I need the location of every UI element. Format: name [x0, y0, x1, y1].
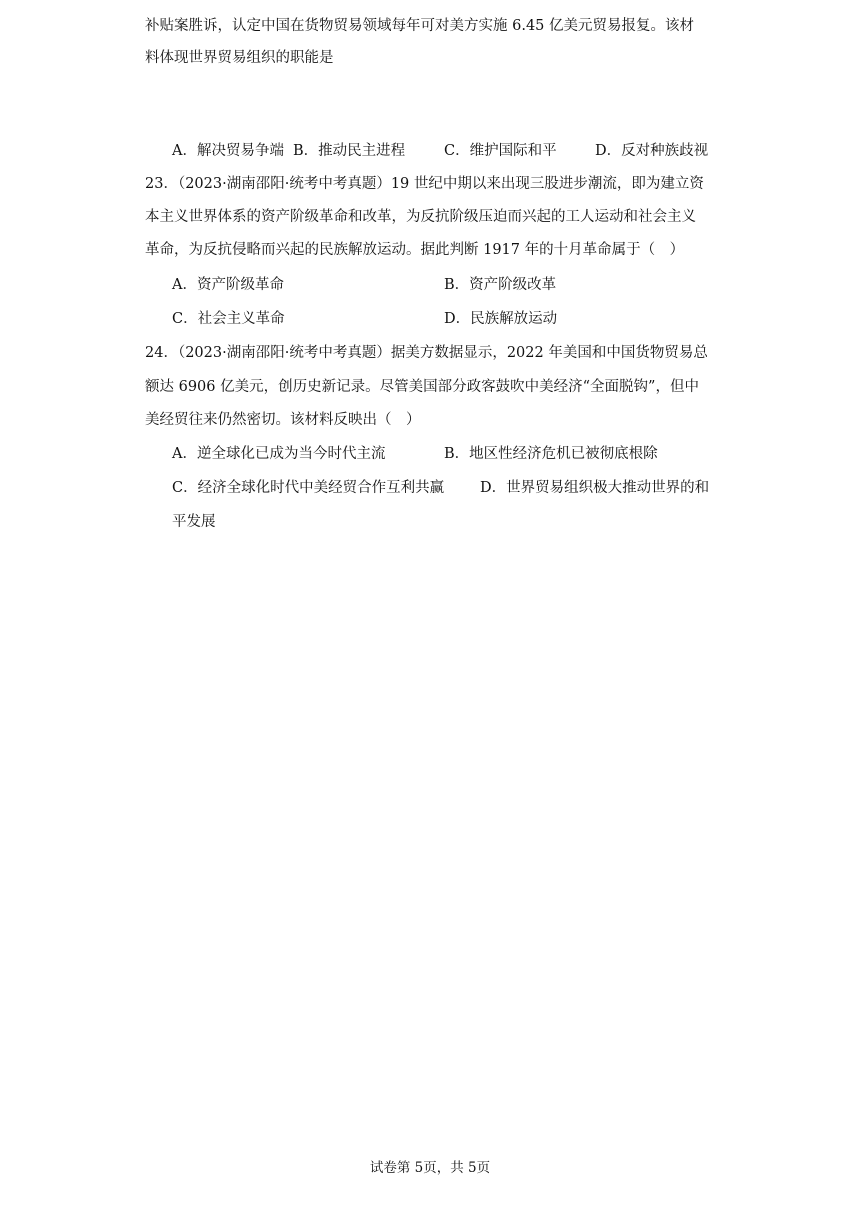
q24-option-c: C．经济全球化时代中美经贸合作互利共赢	[172, 480, 445, 496]
q23-option-a: A．资产阶级革命	[172, 277, 284, 293]
q22-option-d: D．反对种族歧视	[595, 143, 709, 159]
q22-text-line-1: 补贴案胜诉，认定中国在货物贸易领域每年可对美方实施 6.45 亿美元贸易报复。该材	[145, 18, 695, 34]
q22-text-line-2: 料体现世界贸易组织的职能是	[145, 50, 334, 66]
q22-option-b: B．推动民主进程	[293, 143, 406, 159]
page-footer: 试卷第 5页，共 5页	[369, 1160, 491, 1176]
q22-option-c: C．维护国际和平	[444, 143, 557, 159]
q23-text-line-3: 革命，为反抗侵略而兴起的民族解放运动。据此判断 1917 年的十月革命属于（ ）	[145, 242, 685, 258]
q24-text-line-1: 24．（2023·湖南邵阳·统考中考真题）据美方数据显示，2022 年美国和中国货物贸易总	[145, 345, 708, 361]
q24-option-b: B．地区性经济危机已被彻底根除	[444, 446, 658, 462]
q24-text-line-2: 额达 6906 亿美元，创历史新记录。尽管美国部分政客鼓吹中美经济“全面脱钩”，但中	[145, 379, 699, 395]
q22-option-a: A．解决贸易争端	[172, 143, 284, 159]
q24-option-d-continuation: 平发展	[172, 514, 216, 530]
q23-option-c: C．社会主义革命	[172, 311, 285, 327]
q24-option-a: A．逆全球化已成为当今时代主流	[172, 446, 386, 462]
q23-option-d: D．民族解放运动	[444, 311, 558, 327]
q23-text-line-1: 23．（2023·湖南邵阳·统考中考真题）19 世纪中期以来出现三股进步潮流，即为建立资	[145, 176, 704, 192]
q23-text-line-2: 本主义世界体系的资产阶级革命和改革，为反抗阶级压迫而兴起的工人运动和社会主义	[145, 209, 696, 225]
q23-option-b: B．资产阶级改革	[444, 277, 557, 293]
q24-option-d: D．世界贸易组织极大推动世界的和	[480, 480, 710, 496]
q24-text-line-3: 美经贸往来仍然密切。该材料反映出（ ）	[145, 412, 421, 428]
